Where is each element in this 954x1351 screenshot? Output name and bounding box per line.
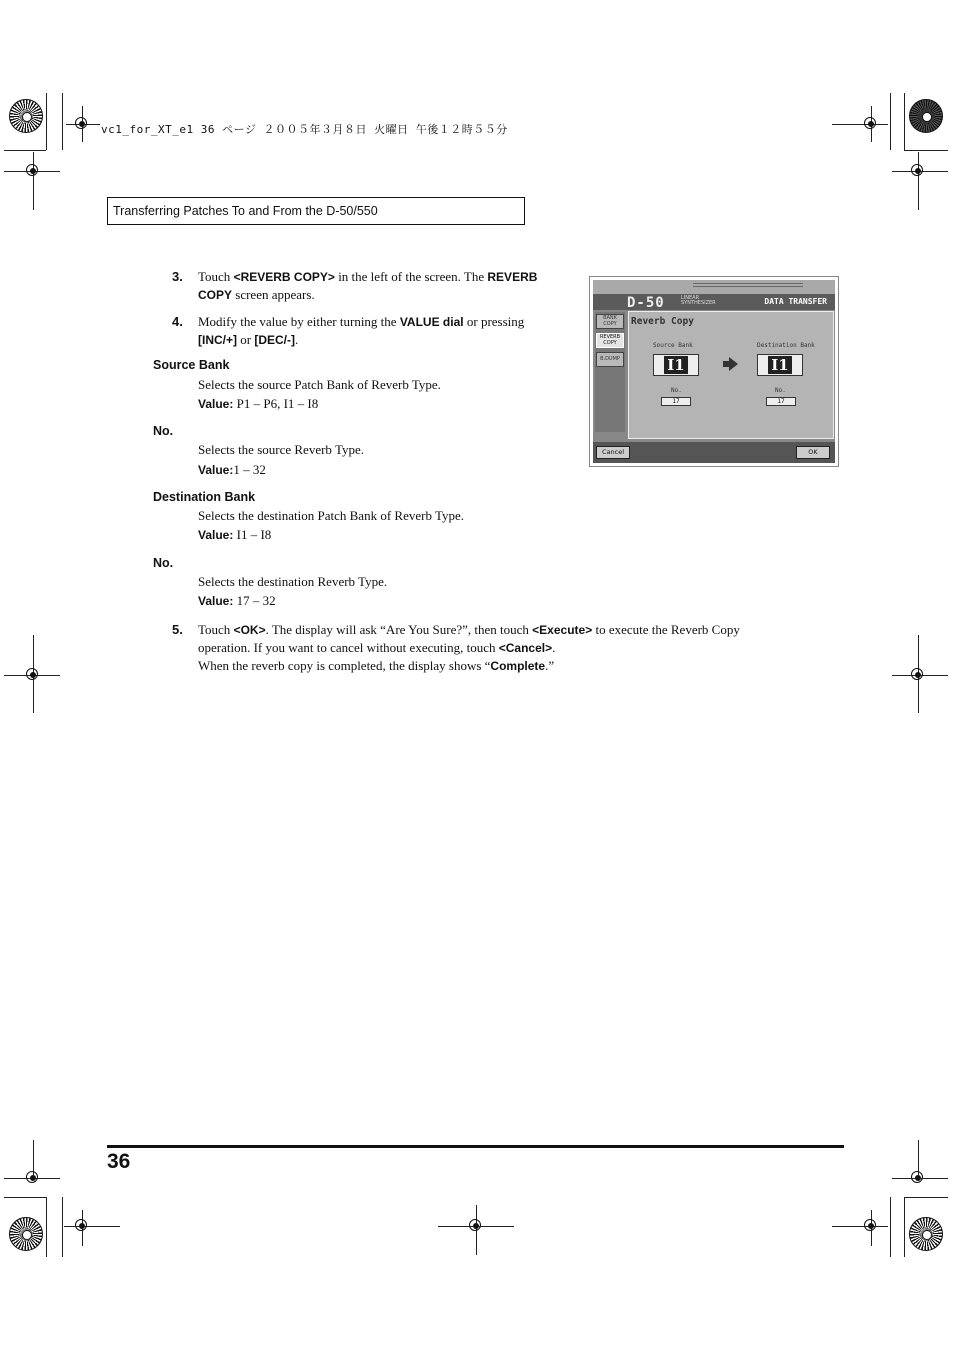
- crop-line: [904, 1197, 905, 1257]
- step-3-text: Touch <REVERB COPY> in the left of the screen. The REVERB COPY screen appears.: [198, 269, 538, 302]
- registration-mark: [23, 665, 43, 685]
- lcd-title-bar: [593, 294, 835, 310]
- source-no-field[interactable]: 17: [661, 397, 691, 406]
- registration-mark: [72, 1216, 92, 1236]
- cancel-button[interactable]: Cancel: [596, 446, 630, 459]
- crop-line: [62, 93, 63, 150]
- crop-line: [4, 150, 46, 151]
- registration-mark: [466, 1216, 486, 1236]
- print-job-line: vc1_for_XT_e1 36 ページ ２００５年３月８日 火曜日 午後１２時５５分: [101, 123, 508, 136]
- running-header-text: Transferring Patches To and From the D-50/550: [113, 204, 378, 218]
- param-description: Selects the source Patch Bank of Reverb Type.: [198, 377, 441, 392]
- lcd-side-menu: [595, 312, 625, 432]
- lcd-top-bar: [593, 280, 835, 294]
- param-value: Value: P1 – P6, I1 – I8: [198, 396, 319, 411]
- param-description: Selects the destination Patch Bank of Reverb Type.: [198, 508, 465, 523]
- ok-button[interactable]: OK: [796, 446, 830, 459]
- crop-line: [62, 1197, 63, 1257]
- crop-line: [904, 93, 905, 150]
- running-header: [107, 197, 525, 225]
- param-description: Selects the destination Reverb Type.: [198, 574, 388, 589]
- step-number: 3.: [172, 269, 183, 284]
- crop-line: [890, 1197, 891, 1257]
- destination-bank-field[interactable]: I1: [757, 354, 803, 376]
- d50-logo: D-50: [627, 295, 665, 311]
- source-bank-field[interactable]: I1: [653, 354, 699, 376]
- crop-line: [4, 1197, 46, 1198]
- destination-bank-label: Destination Bank: [757, 342, 815, 349]
- param-heading: Source Bank: [153, 358, 230, 372]
- panel-title: Reverb Copy: [631, 316, 694, 327]
- registration-mark: [72, 114, 92, 134]
- registration-mark: [23, 1168, 43, 1188]
- crop-line: [890, 93, 891, 150]
- registration-mark: [908, 161, 928, 181]
- registration-starburst-bottom-right: [909, 1217, 943, 1251]
- registration-starburst-bottom-left: [9, 1217, 43, 1251]
- bank-copy-button[interactable]: BANK COPY: [596, 314, 624, 329]
- param-value: Value:1 – 32: [198, 462, 266, 477]
- registration-mark: [908, 665, 928, 685]
- param-heading: Destination Bank: [153, 490, 256, 504]
- step-4-text: Modify the value by either turning the VALUE dial or pressing [INC/+] or [DEC/-].: [198, 314, 525, 347]
- d50-logo-subtitle: LINEAR SYNTHESIZER: [681, 295, 716, 306]
- step-5-text: Touch <OK>. The display will ask “Are You Sure?”, then touch <Execute> to execute the Reverb Copy operation. If you want to cancel without executing, touch <Cancel>. When the reverb copy is completed, the display shows “Complete.”: [198, 622, 740, 673]
- registration-starburst-top-right: [909, 99, 943, 133]
- registration-mark: [23, 161, 43, 181]
- registration-mark: [861, 114, 881, 134]
- page-number: 36: [107, 1150, 131, 1173]
- bulk-dump-button[interactable]: B.DUMP: [596, 352, 624, 367]
- source-no-label: No.: [671, 387, 682, 394]
- reverb-copy-screenshot: [589, 276, 839, 467]
- crop-line: [904, 150, 948, 151]
- arrow-right-icon: [729, 357, 738, 371]
- registration-starburst-top-left: [9, 99, 43, 133]
- registration-mark: [861, 1216, 881, 1236]
- destination-no-label: No.: [775, 387, 786, 394]
- param-value: Value: 17 – 32: [198, 593, 276, 608]
- step-number: 4.: [172, 314, 183, 329]
- registration-mark: [908, 1168, 928, 1188]
- crop-line: [904, 1197, 948, 1198]
- param-heading: No.: [153, 556, 174, 570]
- lcd-screen: [593, 280, 835, 463]
- crop-line: [46, 1197, 47, 1257]
- param-heading: No.: [153, 424, 174, 438]
- footer-rule: [107, 1145, 844, 1148]
- step-number: 5.: [172, 622, 183, 637]
- screen-mode-title: DATA TRANSFER: [764, 297, 827, 306]
- source-bank-label: Source Bank: [653, 342, 693, 349]
- reverb-copy-panel: [628, 311, 834, 439]
- destination-no-field[interactable]: 17: [766, 397, 796, 406]
- reverb-copy-button[interactable]: REVERB COPY: [596, 333, 624, 348]
- param-description: Selects the source Reverb Type.: [198, 442, 364, 457]
- param-value: Value: I1 – I8: [198, 527, 272, 542]
- crop-line: [46, 93, 47, 150]
- lcd-bottom-bar: [593, 442, 835, 463]
